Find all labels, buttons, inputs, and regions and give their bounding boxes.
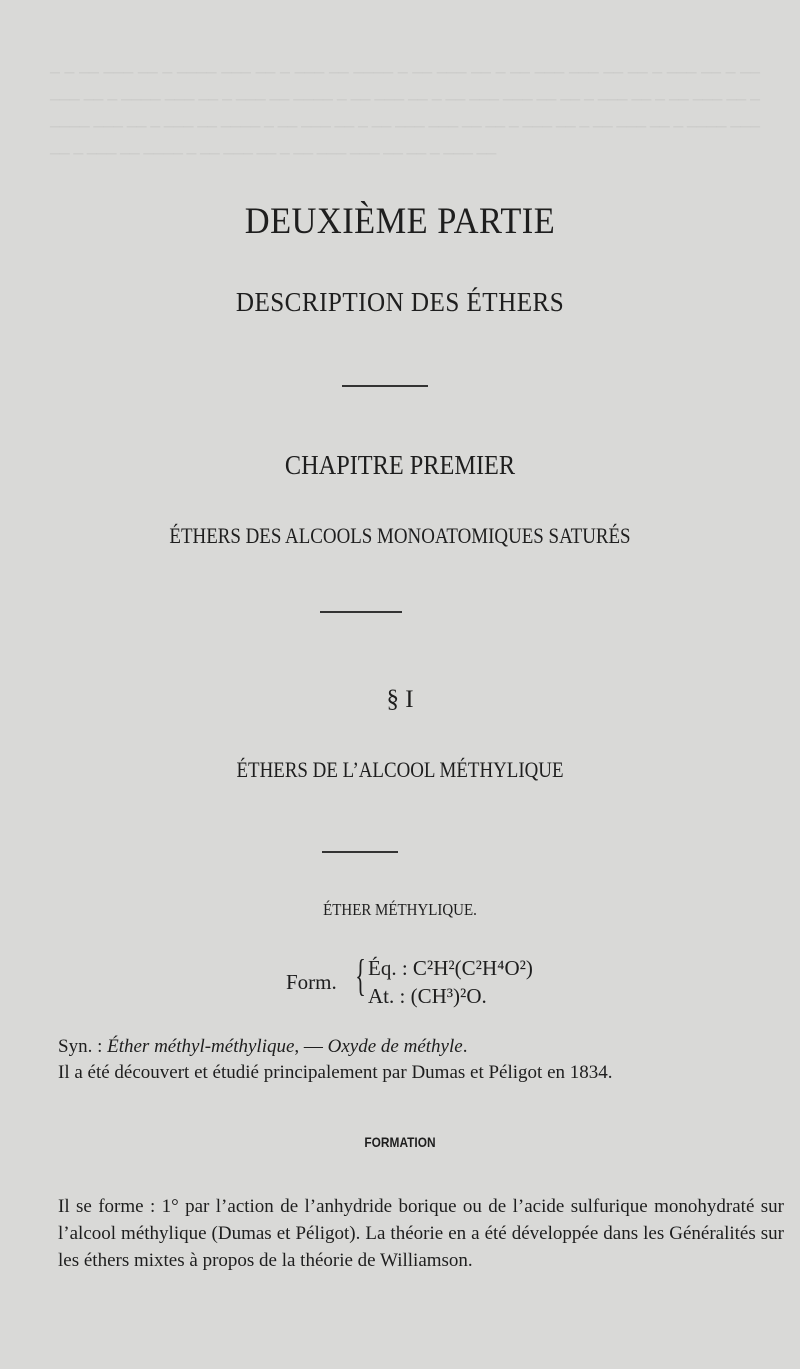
synonym-2: Oxyde de méthyle (327, 1036, 463, 1057)
synonyms-end: . (462, 1036, 468, 1057)
formula-label: Form. (286, 970, 337, 994)
section-title: ÉTHERS DE L’ALCOOL MÉTHYLIQUE (236, 757, 564, 782)
part-subtitle: DESCRIPTION DES ÉTHERS (235, 287, 565, 317)
brace-glyph: { (355, 951, 366, 1000)
show-through-texture: ─ ─ ── ─── ── ─ ──── ─── ── ─ ─── ── ──── ─ ── ─── ── ─ ── ─── ─── ── ── ─ ─── ── ─ ── ─── ── ─ ──── ─── ── ─ ─── ── ──── ─ ── ─── ── ─ ── ─── ─── ── ── ─ ─── ── ─ ── ─── ── ─ ──── ─── ── ─ ─── ── ──── ─ ── ─── ── ─ ── ─── ─── ── ── ─ ─── ── ─ ── ─── ── ─ ──── ─── ── ─ ─── ── ──── ─ ── ─── ── ─ ── ─── ─── ── ── ─ ─── ── (50, 66, 760, 162)
part-title: DEUXIÈME PARTIE (244, 201, 556, 242)
formula-atomic: At. : (CH³)²O. (368, 984, 487, 1008)
discovery-text: Il a été découvert et étudié principalement par Dumas et Péligot en 1834. (58, 1062, 613, 1083)
synonym-1: Éther méthyl-méthylique (107, 1036, 295, 1057)
chapter-title: CHAPITRE PREMIER (284, 450, 516, 480)
compound-heading: ÉTHER MÉTHYLIQUE. (323, 900, 477, 919)
section-mark: § I (386, 686, 414, 713)
synonyms-prefix: Syn. : (58, 1036, 108, 1057)
formation-paragraph: Il se forme : 1° par l’action de l’anhydride borique ou de l’acide sulfurique monohydraté sur l’alcool méthylique (Dumas et Péligot). La théorie en a été développée dans les Généralités sur les éthers mixtes à propos de la théorie de Williamson. (58, 1196, 784, 1271)
synonym-separator: , — (294, 1036, 328, 1057)
formula-equivalent: Éq. : C²H²(C²H⁴O²) (368, 956, 533, 980)
formation-heading: FORMATION (364, 1134, 436, 1150)
chapter-subtitle: ÉTHERS DES ALCOOLS MONOATOMIQUES SATURÉS (169, 523, 631, 548)
synonyms-line (58, 1036, 467, 1058)
divider-rule (322, 851, 398, 853)
divider-rule (342, 385, 428, 387)
divider-rule (320, 611, 402, 613)
